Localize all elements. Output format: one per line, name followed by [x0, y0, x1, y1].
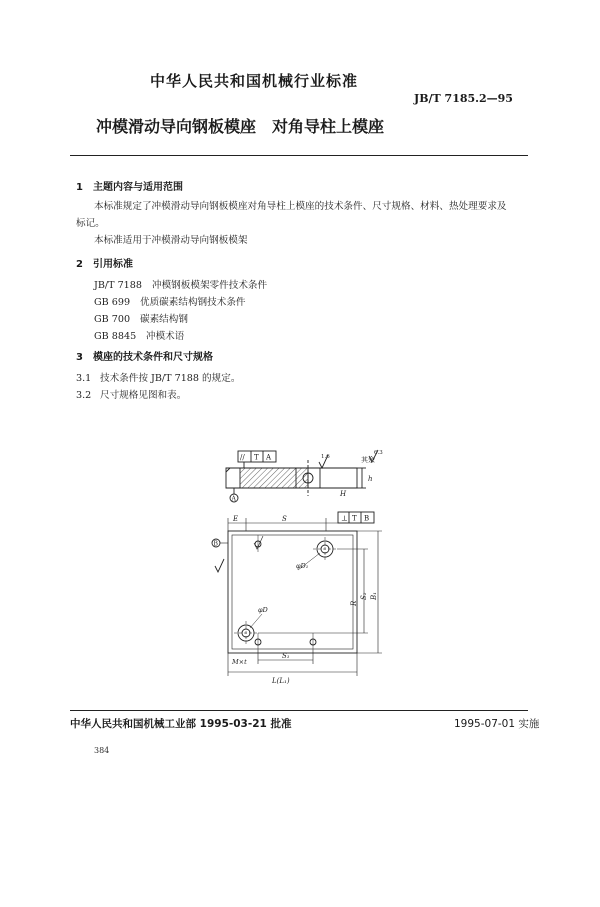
dim-S: S: [282, 515, 287, 523]
tol-top-symbol: //: [240, 453, 245, 462]
clause-number: 3.1: [76, 373, 92, 384]
dim-h: h: [368, 475, 373, 483]
roughness-other-value: 6.3: [374, 450, 383, 456]
clause-text: 尺寸规格见图和表。: [100, 390, 187, 401]
dim-D: φD: [258, 606, 268, 614]
reference-code: JB/T 7188: [94, 280, 142, 291]
dim-S2: S₂: [360, 592, 368, 600]
reference-title: 碳素结构钢: [140, 314, 188, 325]
reference-title: 冲模钢板模架零件技术条件: [152, 280, 268, 291]
page-number: 384: [94, 746, 110, 755]
document-title: 冲模滑动导向钢板模座 对角导柱上模座: [96, 117, 385, 136]
standard-number: JB/T 7185.2—95: [414, 92, 513, 105]
section-3-heading: 3 模座的技术条件和尺寸规格: [76, 352, 213, 363]
roughness-face: 1.6: [321, 454, 330, 460]
tol-top-datum: A: [266, 453, 272, 462]
tol-side-datum: B: [364, 514, 370, 523]
clause-number: 3.2: [76, 390, 92, 401]
tol-side-symbol: ⊥: [341, 514, 348, 523]
footer-rule: [70, 710, 528, 711]
dim-E: E: [233, 515, 239, 523]
implementation-date: 1995-07-01 实施: [454, 718, 540, 730]
tol-side-tolerance: T: [352, 514, 357, 523]
section-1-paragraph-1: 本标准规定了冲模滑动导向钢板模座对角导柱上模座的技术条件、尺寸规格、材料、热处理要求及: [94, 201, 507, 212]
datum-a-label: A: [231, 495, 236, 503]
section-1-paragraph-1-cont: 标记。: [76, 218, 105, 229]
plan-view-labels: [214, 515, 379, 686]
tol-top-tolerance: T: [254, 453, 259, 462]
plan-view: [212, 512, 382, 676]
dim-R: R: [350, 600, 358, 606]
clause-text: 技术条件按 JB/T 7188 的规定。: [100, 373, 241, 384]
reference-code: GB 699: [94, 297, 131, 308]
dim-S1: S₁: [282, 652, 290, 660]
reference-code: GB 700: [94, 314, 131, 325]
section-view: [226, 450, 378, 502]
section-1-paragraph-2: 本标准适用于冲模滑动导向钢板模架: [94, 235, 248, 246]
issuing-standard-header: 中华人民共和国机械行业标准: [150, 72, 359, 90]
section-2-heading: 2 引用标准: [76, 259, 133, 270]
dim-D1: φD₁: [296, 562, 309, 570]
dim-H: H: [340, 490, 347, 498]
section-1-heading: 1 主题内容与适用范围: [76, 182, 183, 193]
roughness-other-label: 其余: [361, 456, 375, 464]
dim-Mt: M×t: [232, 658, 247, 666]
approval-statement: 中华人民共和国机械工业部 1995-03-21 批准: [70, 718, 292, 730]
reference-title: 优质碳素结构钢技术条件: [140, 297, 246, 308]
dim-L: L(L₁): [272, 677, 290, 685]
reference-code: GB 8845: [94, 331, 137, 342]
datum-b-label: B: [213, 540, 218, 548]
dim-B1: B₁: [370, 592, 378, 600]
reference-title: 冲模术语: [146, 331, 185, 342]
